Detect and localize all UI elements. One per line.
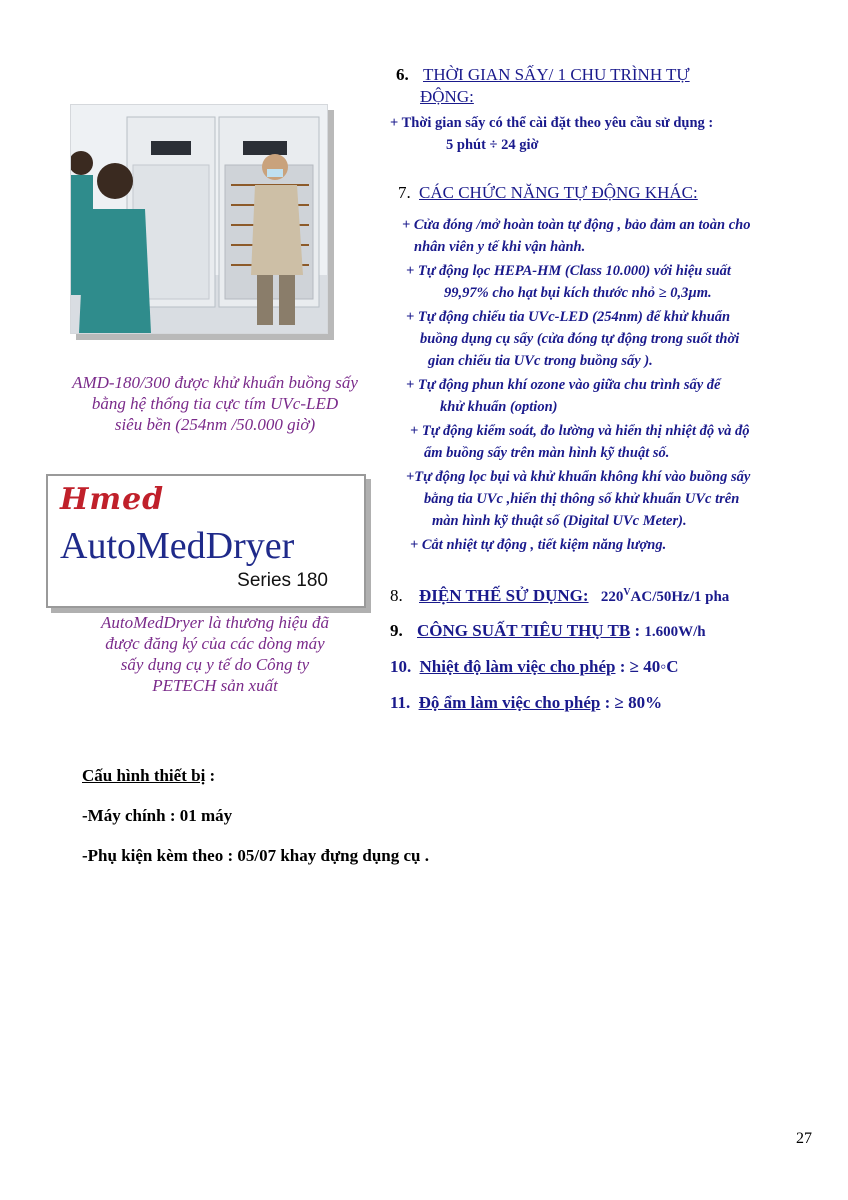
config-main-unit: -Máy chính : 01 máy xyxy=(82,806,233,825)
feature-line: + Tự động kiểm soát, đo lường và hiển thị nhiệt độ và độ xyxy=(410,423,750,439)
brand-caption-line: AutoMedDryer là thương hiệu đã xyxy=(101,613,329,632)
section-number: 7. xyxy=(398,183,411,202)
page-number: 27 xyxy=(796,1130,812,1147)
separator: : xyxy=(600,693,615,712)
section-6-value: 5 phút ÷ 24 giờ xyxy=(446,137,539,153)
section-number: 11. xyxy=(390,693,411,712)
brand-logo-box xyxy=(46,474,366,608)
feature-line: + Tự động chiếu tia UVc-LED (254nm) để khử khuẩn xyxy=(406,309,731,325)
feature-line: buồng dụng cụ sấy (cửa đóng tự động trong suốt thời xyxy=(420,331,740,347)
voltage-value: 220 xyxy=(600,589,624,605)
brand-caption-line: PETECH sản xuất xyxy=(152,676,278,695)
feature-line: +Tự động lọc bụi và khử khuẩn không khí vào buồng sấy xyxy=(406,469,751,485)
feature-line: + Tự động lọc HEPA-HM (Class 10.000) với hiệu suất xyxy=(406,263,731,279)
config-accessories: -Phụ kiện kèm theo : 05/07 khay đựng dụng cụ . xyxy=(82,846,429,865)
section-title: ĐIỆN THẾ SỬ DỤNG: xyxy=(419,586,589,605)
photo-caption-line: AMD-180/300 được khử khuẩn buồng sấy xyxy=(72,373,358,392)
product-photo xyxy=(70,104,328,334)
product-name: AutoMedDryer xyxy=(60,525,295,567)
brand-caption-line: được đăng ký của các dòng máy xyxy=(105,634,325,653)
hmed-logo: Hmed xyxy=(60,482,165,517)
section-9 xyxy=(390,620,706,643)
section-value: 1.600W/h xyxy=(644,624,706,640)
voltage-unit: V xyxy=(623,587,631,598)
feature-line: 99,97% cho hạt bụi kích thước nhỏ ≥ 0,3µm. xyxy=(444,285,712,301)
section-10 xyxy=(390,656,679,678)
section-7-heading xyxy=(398,182,698,204)
photo-caption-line: siêu bền (254nm /50.000 giờ) xyxy=(114,415,316,434)
photo-caption-line: bằng hệ thống tia cực tím UVc-LED xyxy=(91,394,339,413)
feature-line: + Tự động phun khí ozone vào giữa chu trình sấy để xyxy=(406,377,721,393)
section-title: Độ ẩm làm việc cho phép xyxy=(418,693,601,712)
feature-line: gian chiếu tia UVc trong buồng sấy ). xyxy=(428,353,653,369)
feature-line: bằng tia UVc ,hiển thị thông số khử khuẩn UVc trên xyxy=(424,491,740,507)
separator: : xyxy=(615,657,630,676)
section-6-heading xyxy=(396,64,816,86)
section-value: ≥ 80% xyxy=(614,693,663,712)
feature-line: ẩm buồng sấy trên màn hình kỹ thuật số. xyxy=(424,445,670,461)
config-title: Cấu hình thiết bị xyxy=(82,766,206,785)
section-11 xyxy=(390,692,662,714)
section-number: 8. xyxy=(390,586,403,605)
section-value xyxy=(601,589,730,605)
feature-line: nhân viên y tế khi vận hành. xyxy=(414,239,586,255)
brand-caption-line: sấy dụng cụ y tế do Công ty xyxy=(120,655,310,674)
config-heading xyxy=(82,766,215,786)
section-8 xyxy=(390,582,729,608)
feature-line: khử khuẩn (option) xyxy=(440,399,558,415)
brand-caption xyxy=(30,612,400,696)
feature-line: + Cửa đóng /mở hoàn toàn tự động , bảo đảm an toàn cho xyxy=(402,217,751,233)
series-label: Series 180 xyxy=(237,570,328,591)
section-6-heading-cont: ĐỘNG: xyxy=(420,87,474,106)
voltage-spec: AC/50Hz/1 pha xyxy=(630,589,730,605)
section-number: 9. xyxy=(390,621,403,640)
section-number: 6. xyxy=(396,65,409,84)
section-value: ≥ 40◦C xyxy=(629,657,679,676)
section-title: Nhiệt độ làm việc cho phép xyxy=(419,657,616,676)
section-6-line: + Thời gian sấy có thể cài đặt theo yêu cầu sử dụng : xyxy=(390,115,714,131)
section-title: CÁC CHỨC NĂNG TỰ ĐỘNG KHÁC: xyxy=(419,183,698,202)
photo-caption xyxy=(30,372,400,435)
feature-line: + Cắt nhiệt tự động , tiết kiệm năng lượng. xyxy=(410,537,667,553)
section-title: THỜI GIAN SẤY/ 1 CHU TRÌNH TỰ xyxy=(423,65,690,84)
feature-line: màn hình kỹ thuật số (Digital UVc Meter). xyxy=(432,513,687,529)
section-number: 10. xyxy=(390,657,412,676)
photo-illustration xyxy=(71,105,327,333)
separator: : xyxy=(630,621,645,640)
section-title: CÔNG SUẤT TIÊU THỤ TB xyxy=(417,621,631,640)
config-colon: : xyxy=(205,766,216,785)
